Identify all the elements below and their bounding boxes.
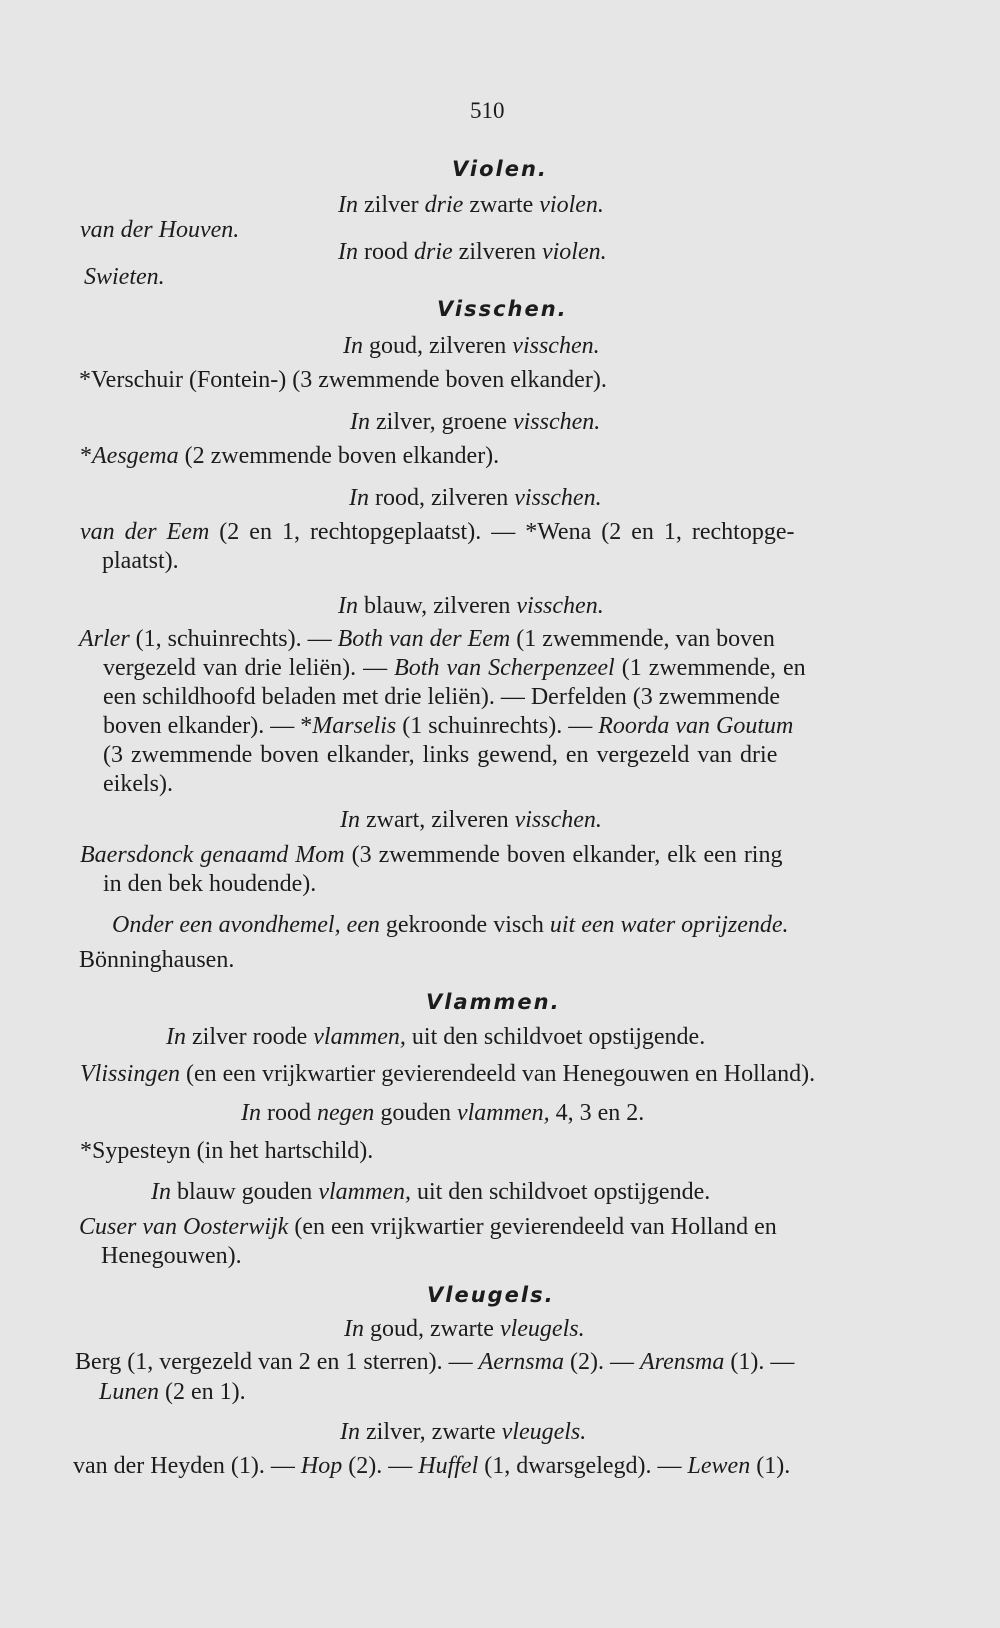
family-name-line: van der Houven. (80, 217, 240, 243)
blazon-line: In zwart, zilveren visschen. (340, 807, 602, 833)
text-line: *Aesgema (2 zwemmende boven elkander). (80, 443, 500, 469)
section-heading-vleugels: Vleugels. (427, 1283, 555, 1307)
blazon-line: In blauw, zilveren visschen. (338, 593, 604, 619)
text-line: van der Eem (2 en 1, rechtopgeplaatst). — *Wena (2 en 1, rechtopge- (80, 519, 795, 545)
text-line: Bönninghausen. (79, 947, 235, 973)
blazon-line: In blauw gouden vlammen, uit den schildvoet opstijgende. (151, 1179, 711, 1205)
text-line: Berg (1, vergezeld van 2 en 1 sterren). — Aernsma (2). — Arensma (1). — (75, 1349, 795, 1375)
text-line: in den bek houdende). (103, 871, 317, 897)
blazon-line: In rood, zilveren visschen. (349, 485, 602, 511)
page-number: 510 (470, 98, 505, 123)
text-line: Baersdonck genaamd Mom (3 zwemmende boven elkander, elk een ring (80, 842, 783, 868)
text-line: eikels). (103, 771, 173, 797)
blazon-line: In zilver drie zwarte violen. (338, 192, 604, 218)
blazon-line: In rood negen gouden vlammen, 4, 3 en 2. (241, 1100, 645, 1126)
blazon-line: Onder een avondhemel, een gekroonde visch uit een water oprijzende. (112, 912, 789, 938)
blazon-line: In zilver, zwarte vleugels. (340, 1419, 587, 1445)
text-line: een schildhoofd beladen met drie leliën). — Derfelden (3 zwemmende (103, 684, 781, 710)
section-heading-vlammen: Vlammen. (426, 990, 561, 1014)
text-line: van der Heyden (1). — Hop (2). — Huffel (1, dwarsgelegd). — Lewen (1). (73, 1453, 791, 1479)
section-heading-visschen: Visschen. (437, 297, 568, 321)
text-line: Cuser van Oosterwijk (en een vrijkwartier gevierendeeld van Holland en (79, 1214, 777, 1240)
blazon-line: In rood drie zilveren violen. (338, 239, 607, 265)
family-name-line: Swieten. (84, 264, 165, 290)
text-line: Vlissingen (en een vrijkwartier gevierendeeld van Henegouwen en Holland). (80, 1061, 816, 1087)
text-line: vergezeld van drie leliën). — Both van Scherpenzeel (1 zwemmende, en (103, 655, 806, 681)
blazon-line: In zilver, groene visschen. (350, 409, 601, 435)
text-line: (3 zwemmende boven elkander, links gewend, en vergezeld van drie (103, 742, 778, 768)
blazon-line: In goud, zilveren visschen. (343, 333, 600, 359)
text-line: Lunen (2 en 1). (99, 1379, 246, 1405)
text-line: plaatst). (102, 548, 179, 574)
text-line: Arler (1, schuinrechts). — Both van der Eem (1 zwemmende, van boven (79, 626, 775, 652)
text-line: *Sypesteyn (in het hartschild). (80, 1138, 374, 1164)
section-heading-violen: Violen. (452, 157, 548, 181)
text-line: Henegouwen). (101, 1243, 242, 1269)
text-line: *Verschuir (Fontein-) (3 zwemmende boven elkander). (79, 367, 607, 393)
blazon-line: In zilver roode vlammen, uit den schildvoet opstijgende. (166, 1024, 706, 1050)
blazon-line: In goud, zwarte vleugels. (344, 1316, 585, 1342)
text-line: boven elkander). — *Marselis (1 schuinrechts). — Roorda van Goutum (103, 713, 794, 739)
